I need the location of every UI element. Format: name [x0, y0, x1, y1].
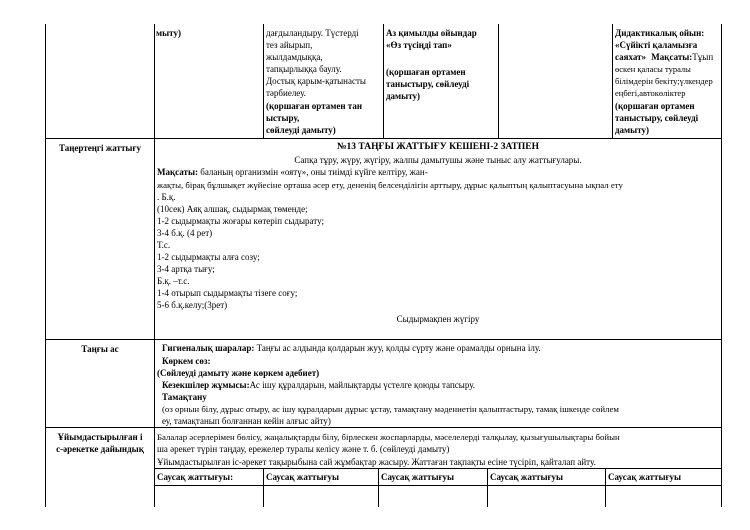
table-border	[154, 24, 155, 507]
finger-exercise-cell: Саусақ жаттығуы	[381, 472, 455, 482]
top-col3-line: (қоршаған ортамен	[386, 67, 466, 77]
top-col3-line: «Өз түсіңді тап»	[386, 40, 452, 50]
table-border	[378, 468, 379, 507]
morning-line: 1-2 сыдырмақты алға созу;	[157, 252, 260, 262]
finger-exercise-cell: Саусақ жаттығуы	[266, 472, 340, 482]
top-col2-line: тапқырлыққа баулу.	[266, 64, 342, 74]
table-border	[612, 24, 613, 138]
table-border	[721, 24, 722, 507]
top-col5-bold-line: таныстыру, сөйлеуді	[615, 113, 699, 123]
table-border	[154, 468, 722, 469]
top-col5-goal-label: Мақсаты:	[651, 52, 693, 62]
morning-goal-label: Мақсаты:	[157, 167, 198, 177]
finger-exercise-cell: Саусақ жаттығуы:	[157, 472, 234, 482]
morning-label: Таңертеңгі жаттығу	[58, 143, 142, 153]
top-col1-text: мыту)	[156, 28, 181, 38]
top-col5-bold-line: (қоршаған ортамен	[615, 101, 695, 111]
breakfast-hygiene	[162, 342, 541, 354]
morning-line: . Б.қ.	[157, 192, 176, 202]
top-col3-line: таныстыру, сөйлеуді	[386, 79, 470, 89]
top-col5-bold-line: дамыту)	[615, 125, 650, 135]
food-line: (оз орнын білу, дұрыс отыру, ас ішу құралдарын дұрыс ұстау, тамақтану мәдениетін қалыптастыру, тамақ ішкенде сөйлем	[162, 404, 619, 414]
finger-exercise-cell: Саусақ жаттығуы	[608, 472, 682, 482]
top-col2-bold-line: (қоршаған ортамен тан	[266, 101, 363, 111]
table-border	[45, 339, 722, 340]
top-col3-line: Аз қимылды ойындар	[386, 28, 477, 38]
morning-line: жақты, бірақ бұлшықет жүйесіне орташа әсер ету, дененің белсенділігін арттыру, дұрыс қалыптың қалыптасуына ықпал ету	[157, 180, 623, 190]
top-col5-game: «Сүйікті қаламызға	[615, 40, 698, 50]
morning-line: Б.қ. –т.с.	[157, 276, 190, 286]
prep-line: Ұйымдастырылған іс-әрекет тақырыбына сай жұмбақтар жасыру. Жаттаған тақпақты есіне түсіріп, қайталап айту.	[157, 457, 596, 467]
morning-closing: Сыдырмақпен жүгіру	[396, 314, 480, 324]
table-border	[487, 468, 488, 507]
morning-title: №13 ТАҢҒЫ ЖАТТЫҒУ КЕШЕНІ-2 ЗАТПЕН	[337, 142, 539, 152]
food-label: Тамақтану	[162, 392, 207, 402]
hygiene-label: Гигиеналық шаралар:	[162, 343, 255, 353]
top-col2-bold-line: сөйлеуді дамыту)	[266, 125, 336, 135]
top-col5-goal-line	[615, 51, 713, 63]
table-border	[498, 24, 499, 138]
table-border	[45, 427, 722, 428]
morning-line: 5-6 б.қ.келу;(3рет)	[157, 300, 228, 310]
morning-line: 1-2 сыдырмақты жоғары көтеріп сыдырату;	[157, 216, 324, 226]
morning-goal-text: баланың организмін «оятү», оны тиімді күйге келтіру, жан-	[198, 167, 428, 177]
morning-line: (10сек) Аяқ алшақ, сыдырмақ төменде;	[157, 204, 308, 214]
breakfast-duty	[162, 379, 475, 391]
finger-exercise-cell: Саусақ жаттығуы	[490, 472, 564, 482]
table-border	[45, 138, 722, 139]
top-col5-line: өскен қаласы туралы	[615, 64, 691, 74]
top-col5-game2: саяхат»	[615, 52, 647, 62]
food-line: еу, тамақтанып болғаннан кейін алғыс айту)	[162, 416, 331, 426]
top-col2-line: тәрбиелеу.	[266, 88, 306, 98]
table-border	[383, 24, 384, 138]
top-col2-bold-line: ыстыру,	[266, 113, 300, 123]
prep-line: Балалар әсерлерімен бөлісу, жаңалықтарды білу, бірлескен жоспарларды, мәселелерді талқылау, қызығушылықтары бойын	[157, 432, 620, 442]
morning-line: 3-4 б.қ. (4 рет)	[157, 228, 213, 238]
top-col2-line: жылдамдыққа,	[266, 52, 323, 62]
top-col2-line: дағдыландыру. Түстерді	[266, 28, 359, 38]
duty-label: Кезекшілер жұмысы:	[162, 380, 250, 390]
top-col2-line: тез айырып,	[266, 40, 313, 50]
art-label: Көркем сөз:	[162, 356, 211, 366]
top-col5-goal-text: Тұып	[692, 52, 714, 62]
art-sub: (Сөйлеуді дамыту және көркем әдебиет)	[157, 368, 320, 378]
table-border	[263, 468, 264, 507]
morning-line: Т.с.	[157, 240, 171, 250]
morning-line: 1-4 отырып сыдырмақты тізеге соғу;	[157, 288, 298, 298]
prep-line: ша әрекет түрін таңдау, ережелер туралы келісу және т. б. (сөйлеуді дамыту)	[157, 444, 450, 454]
table-border	[154, 485, 722, 486]
duty-text: Ас ішу құралдарын, майлықтарды үстелге қоюды тапсыру.	[249, 380, 476, 390]
top-col5-line: білімдерін бекіту;үлкендер	[615, 76, 713, 86]
top-col2-line: Достық қарым-қатынасты	[266, 76, 366, 86]
top-col5-line: еңбегі,автокөліктер	[615, 88, 686, 98]
hygiene-text: Таңғы ас алдында қолдарын жуу, қолды сүрту және орамалды орнына ілу.	[254, 343, 541, 353]
prep-label-line2: с-әрекетке дайындық	[56, 444, 144, 454]
table-border	[605, 468, 606, 507]
morning-subtitle: Сапқа тұру, жүру, жүгіру, жалпы дамытушы және тыныс алу жаттығулары.	[294, 155, 582, 165]
table-border	[263, 24, 264, 138]
breakfast-label: Таңғы ас	[81, 344, 119, 354]
top-col3-line: дамыту)	[386, 91, 421, 101]
top-col5-title: Дидактикалық ойын:	[615, 28, 705, 38]
morning-line: 3-4 артқа тығу;	[157, 264, 215, 274]
morning-goal	[157, 166, 428, 178]
prep-label-line1: Ұйымдастырылған і	[57, 432, 143, 442]
